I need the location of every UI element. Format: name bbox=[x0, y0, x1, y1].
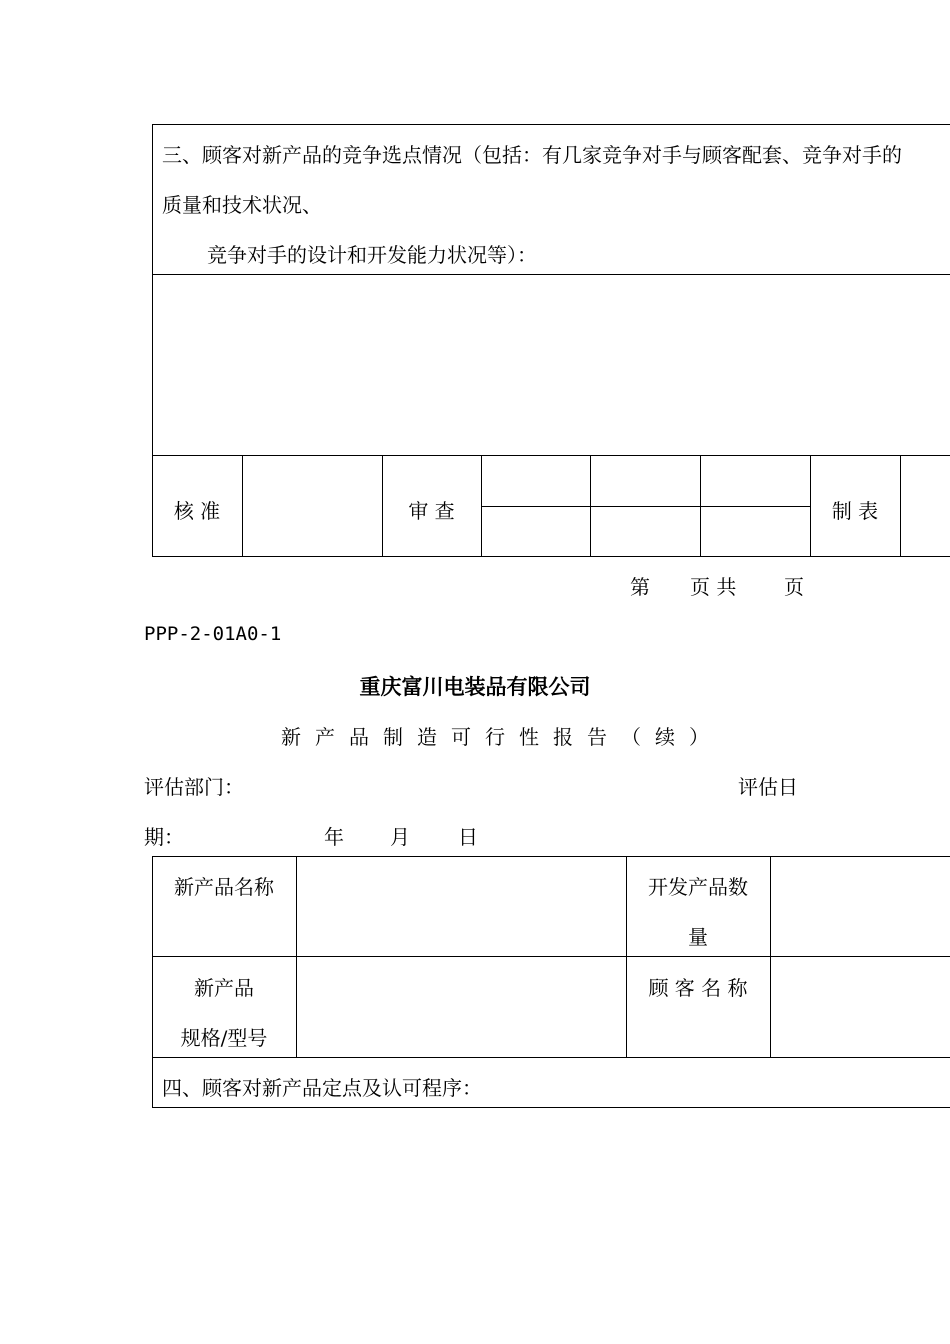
table-col-line bbox=[900, 455, 901, 556]
section3-cell bbox=[153, 125, 950, 274]
section3-heading: 三、顾客对新产品的竞争选点情况（包括：有几家竞争对手与顾客配套、竞争对手的 bbox=[162, 143, 902, 167]
date-day: 日 bbox=[458, 825, 478, 849]
page-footer-page-total: 页 共 bbox=[690, 575, 737, 599]
section3-text: 质量和技术状况、 bbox=[162, 193, 322, 217]
table-divider bbox=[152, 956, 950, 957]
spec-label: 新产品 bbox=[194, 976, 254, 1000]
date-month: 月 bbox=[390, 825, 410, 849]
date-year: 年 bbox=[324, 825, 344, 849]
page-footer-ye: 页 bbox=[784, 575, 804, 599]
prepare-label: 制 表 bbox=[831, 499, 879, 523]
dev-qty-label-cont: 量 bbox=[688, 925, 708, 949]
table-col-line bbox=[296, 856, 297, 1057]
table-divider bbox=[152, 455, 950, 456]
table-col-line bbox=[481, 455, 482, 556]
document-code: PPP-2-01A0-1 bbox=[144, 623, 282, 645]
table-border-bottom bbox=[152, 1107, 950, 1108]
report-title: 新产品制造可行性报告（续） bbox=[281, 725, 723, 749]
table-divider bbox=[152, 274, 950, 275]
table-col-line bbox=[700, 455, 701, 556]
review-label: 审 查 bbox=[408, 499, 455, 523]
table-inner-divider bbox=[481, 506, 810, 507]
section3-text: 竞争对手的设计和开发能力状况等）： bbox=[207, 243, 537, 267]
company-name: 重庆富川电装品有限公司 bbox=[359, 675, 591, 699]
table-col-line bbox=[242, 455, 243, 556]
table-col-line bbox=[770, 856, 771, 1057]
approve-label: 核 准 bbox=[173, 499, 221, 523]
table-col-line bbox=[590, 455, 591, 556]
dev-qty-label: 开发产品数 bbox=[648, 875, 748, 899]
spec-label-cont: 规格/型号 bbox=[180, 1026, 268, 1050]
eval-dept-label: 评估部门： bbox=[144, 775, 244, 799]
section4-heading: 四、顾客对新产品定点及认可程序： bbox=[162, 1076, 482, 1100]
page-footer-di: 第 bbox=[630, 575, 650, 599]
table-border-top bbox=[152, 856, 950, 857]
table-divider bbox=[152, 1057, 950, 1058]
product-name-label: 新产品名称 bbox=[174, 875, 274, 899]
table-border-bottom bbox=[152, 556, 950, 557]
customer-name-label: 顾 客 名 称 bbox=[648, 976, 748, 1000]
date-qi: 期： bbox=[144, 825, 184, 849]
eval-date-label: 评估日 bbox=[738, 775, 798, 799]
